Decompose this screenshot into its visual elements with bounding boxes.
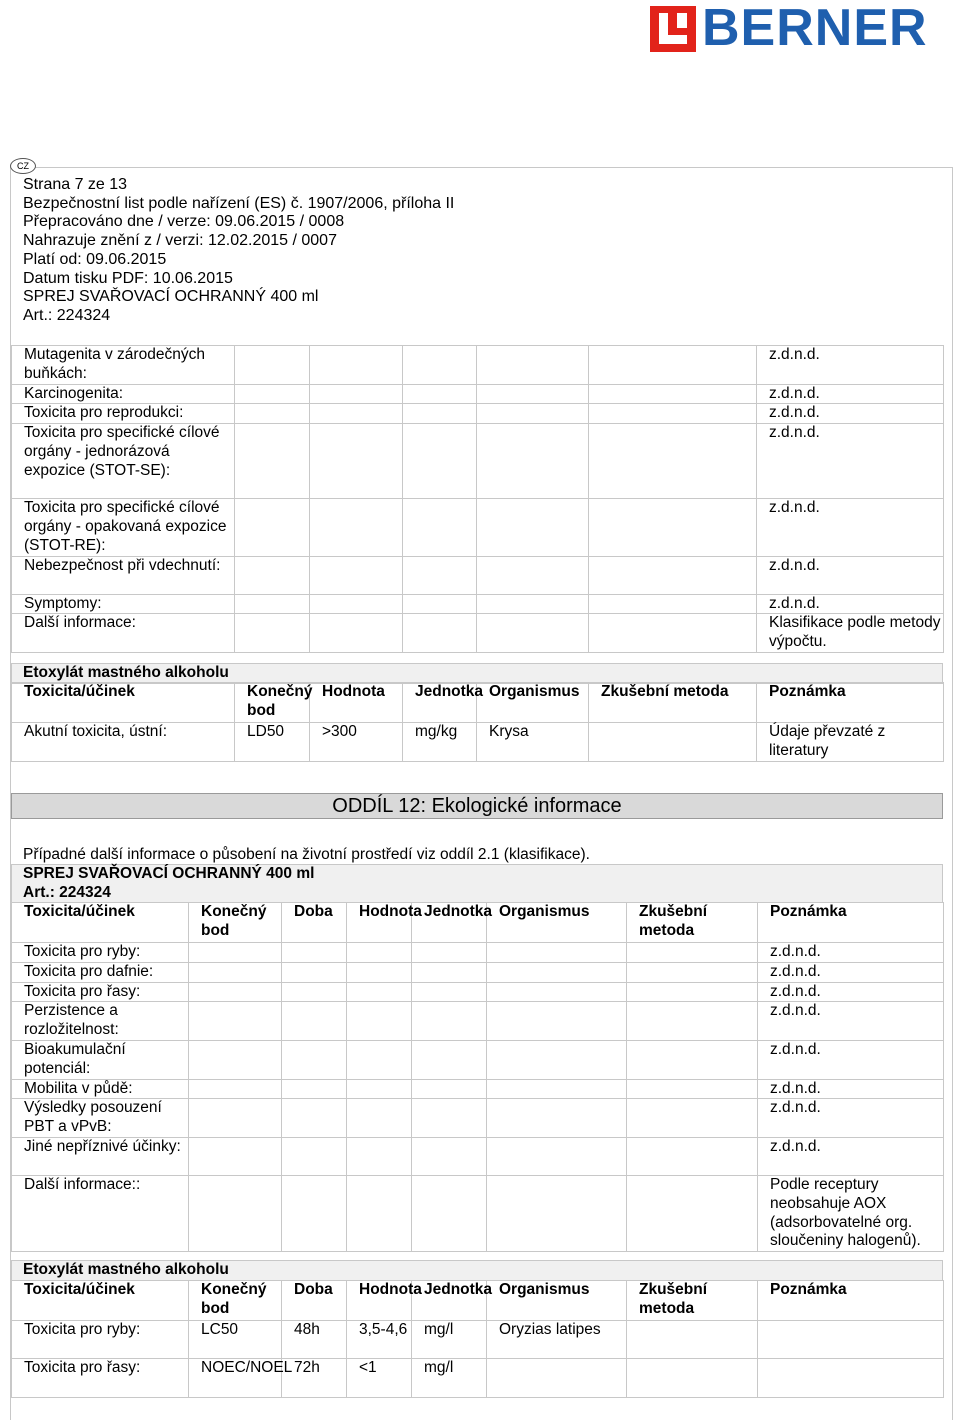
row-note: z.d.n.d.: [758, 1079, 944, 1099]
row-note: z.d.n.d.: [758, 1099, 944, 1138]
cell: 72h: [282, 1359, 347, 1398]
eco-product-name: SPREJ SVAŘOVACÍ OCHRANNÝ 400 ml: [23, 865, 315, 882]
column-header: Konečný bod: [189, 903, 282, 943]
table-row: [12, 723, 944, 762]
cell: NOEC/NOEL: [189, 1359, 282, 1398]
cell: >300: [310, 723, 403, 762]
cell: 3,5-4,6: [347, 1321, 412, 1359]
cell: Údaje převzaté z literatury: [757, 723, 944, 762]
country-badge: CZ: [10, 158, 36, 174]
ecotox-table: [11, 902, 944, 1252]
row-label: Mutagenita v zárodečných buňkách:: [12, 346, 235, 385]
etox2-table: [11, 1280, 944, 1398]
berner-logo-mark-icon: [650, 6, 696, 52]
table-row: [12, 614, 944, 653]
row-label: Toxicita pro dafnie:: [12, 962, 189, 982]
table-row: [12, 943, 944, 963]
product-name: SPREJ SVAŘOVACÍ OCHRANNÝ 400 ml: [23, 288, 319, 306]
row-note: z.d.n.d.: [758, 943, 944, 963]
table-row: [12, 1079, 944, 1099]
column-header: Toxicita/účinek: [12, 1281, 189, 1321]
row-note: z.d.n.d.: [757, 594, 944, 614]
row-label: Výsledky posouzení PBT a vPvB:: [12, 1099, 189, 1138]
berner-logo-text: BERNER: [702, 0, 928, 57]
row-label: Karcinogenita:: [12, 384, 235, 404]
row-note: z.d.n.d.: [758, 1040, 944, 1079]
toxicology-table: [11, 345, 944, 653]
cell: [589, 723, 757, 762]
table-row: [12, 499, 944, 556]
cell: mg/kg: [403, 723, 477, 762]
table-row: [12, 982, 944, 1002]
row-label: Toxicita pro ryby:: [12, 943, 189, 963]
cell: LD50: [235, 723, 310, 762]
column-header: Poznámka: [757, 683, 944, 723]
etox1-table: [11, 682, 944, 762]
cell: Oryzias latipes: [487, 1321, 627, 1359]
row-label: Nebezpečnost při vdechnutí:: [12, 556, 235, 594]
replaces-line: Nahrazuje znění z / verzi: 12.02.2015 / 0007: [23, 232, 337, 250]
row-note: Klasifikace podle metody výpočtu.: [757, 614, 944, 653]
etox2-title: Etoxylát mastného alkoholu: [23, 1261, 229, 1278]
column-header: Zkušební metoda: [627, 903, 758, 943]
column-header: Organismus: [477, 683, 589, 723]
table-row: [12, 1040, 944, 1079]
column-header: Konečný bod: [189, 1281, 282, 1321]
row-note: z.d.n.d.: [758, 982, 944, 1002]
column-header: Jednotka: [412, 1281, 487, 1321]
column-header: Konečný bod: [235, 683, 310, 723]
column-header: Hodnota: [310, 683, 403, 723]
table-header-row: [12, 683, 944, 723]
table-row: [12, 424, 944, 499]
cell: mg/l: [412, 1359, 487, 1398]
column-header: Jednotka: [403, 683, 477, 723]
cell: [487, 1359, 627, 1398]
table-row: [12, 1002, 944, 1041]
cell: Toxicita pro ryby:: [12, 1321, 189, 1359]
row-label: Další informace:: [12, 614, 235, 653]
print-date-line: Datum tisku PDF: 10.06.2015: [23, 269, 233, 287]
column-header: Doba: [282, 903, 347, 943]
column-header: Toxicita/účinek: [12, 683, 235, 723]
column-header: Hodnota: [347, 1281, 412, 1321]
row-note: z.d.n.d.: [757, 384, 944, 404]
row-note: z.d.n.d.: [758, 962, 944, 982]
cell: Krysa: [477, 723, 589, 762]
row-note: z.d.n.d.: [757, 556, 944, 594]
row-note: z.d.n.d.: [757, 499, 944, 556]
cell: <1: [347, 1359, 412, 1398]
table-row: [12, 1359, 944, 1398]
cell: LC50: [189, 1321, 282, 1359]
cell: 48h: [282, 1321, 347, 1359]
etox1-title: Etoxylát mastného alkoholu: [23, 664, 229, 681]
table-row: [12, 404, 944, 424]
row-label: Toxicita pro reprodukci:: [12, 404, 235, 424]
cell: [758, 1359, 944, 1398]
row-note: z.d.n.d.: [758, 1002, 944, 1041]
table-row: [12, 556, 944, 594]
row-label: Toxicita pro řasy:: [12, 982, 189, 1002]
regulation-line: Bezpečnostní list podle nařízení (ES) č. 1907/2006, příloha II: [23, 194, 455, 212]
berner-logo: [650, 0, 956, 57]
page-number: Strana 7 ze 13: [23, 176, 128, 193]
eco-product-art: Art.: 224324: [23, 884, 111, 901]
row-label: Mobilita v půdě:: [12, 1079, 189, 1099]
row-note: z.d.n.d.: [757, 346, 944, 385]
row-label: Další informace::: [12, 1175, 189, 1251]
row-label: Perzistence a rozložitelnost:: [12, 1002, 189, 1041]
table-row: [12, 384, 944, 404]
cell: [758, 1321, 944, 1359]
column-header: Doba: [282, 1281, 347, 1321]
column-header: Organismus: [487, 1281, 627, 1321]
column-header: Zkušební metoda: [589, 683, 757, 723]
table-row: [12, 1321, 944, 1359]
document-header: [23, 176, 454, 326]
column-header: Poznámka: [758, 903, 944, 943]
column-header: Poznámka: [758, 1281, 944, 1321]
row-label: Bioakumulační potenciál:: [12, 1040, 189, 1079]
row-note: z.d.n.d.: [757, 424, 944, 499]
row-label: Toxicita pro specifické cílové orgány - jednorázová expozice (STOT-SE):: [12, 424, 235, 499]
cell: Akutní toxicita, ústní:: [12, 723, 235, 762]
column-header: Hodnota: [347, 903, 412, 943]
table-row: [12, 1137, 944, 1175]
eco-note: Případné další informace o působení na životní prostředí viz oddíl 2.1 (klasifikace).: [23, 846, 590, 863]
table-header-row: [12, 1281, 944, 1321]
column-header: Zkušební metoda: [627, 1281, 758, 1321]
table-row: [12, 346, 944, 385]
cell: mg/l: [412, 1321, 487, 1359]
table-row: [12, 1099, 944, 1138]
row-label: Toxicita pro specifické cílové orgány - opakovaná expozice (STOT-RE):: [12, 499, 235, 556]
section-title: ODDÍL 12: Ekologické informace: [11, 793, 943, 819]
table-row: [12, 1175, 944, 1251]
article-number: Art.: 224324: [23, 306, 111, 324]
row-label: Symptomy:: [12, 594, 235, 614]
column-header: Jednotka: [412, 903, 487, 943]
table-header-row: [12, 903, 944, 943]
cell: [627, 1321, 758, 1359]
column-header: Toxicita/účinek: [12, 903, 189, 943]
revision-line: Přepracováno dne / verze: 09.06.2015 / 0008: [23, 213, 345, 231]
table-row: [12, 594, 944, 614]
row-note: Podle receptury neobsahuje AOX (adsorbovatelné org. sloučeniny halogenů).: [758, 1175, 944, 1251]
cell: Toxicita pro řasy:: [12, 1359, 189, 1398]
row-note: z.d.n.d.: [757, 404, 944, 424]
row-note: z.d.n.d.: [758, 1137, 944, 1175]
column-header: Organismus: [487, 903, 627, 943]
row-label: Jiné nepříznivé účinky:: [12, 1137, 189, 1175]
valid-from-line: Platí od: 09.06.2015: [23, 250, 167, 268]
cell: [627, 1359, 758, 1398]
table-row: [12, 962, 944, 982]
